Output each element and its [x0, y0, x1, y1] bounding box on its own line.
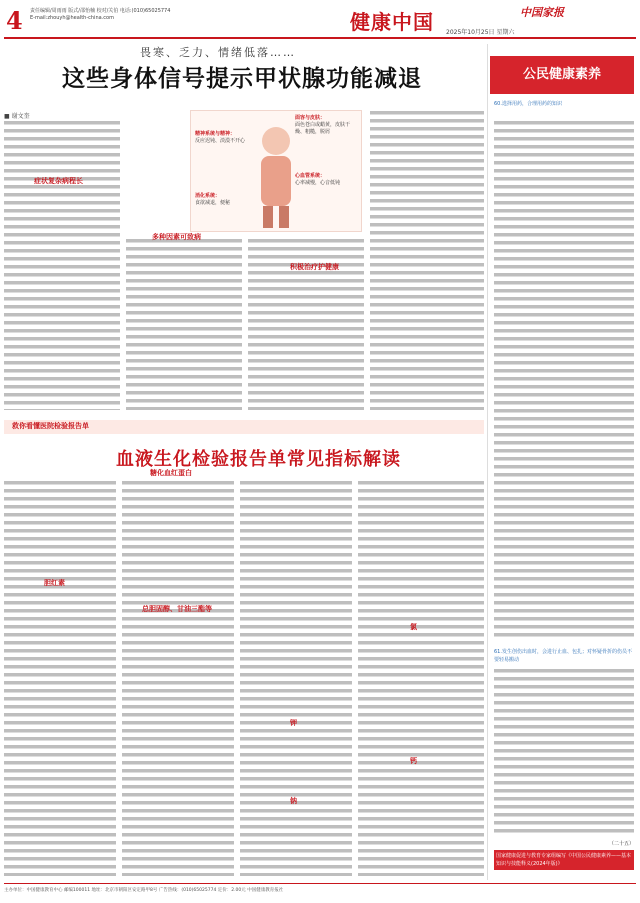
article1-title: 这些身体信号提示甲状腺功能减退	[62, 65, 422, 92]
article1-col4	[370, 110, 484, 410]
article2-col1	[4, 480, 116, 876]
paper-logo: 中国家报	[520, 6, 564, 19]
section-title: 健康中国	[350, 10, 434, 34]
article1-col2	[126, 238, 242, 410]
sidebar-caption: 60.选择用药，合理用药的知识	[494, 101, 562, 107]
sidebar-lower-caption: 61.发生创伤出血时，会进行止血、包扎；对怀疑骨折的伤员不要轻易搬动	[494, 649, 632, 663]
symptom-illustration	[190, 110, 362, 232]
article2-head-bilirubin: 胆红素	[44, 579, 65, 587]
sidebar-footer: 国家健康促进与教育专家组编写《中国公民健康素养——基本知识与技能释义(2024年版)》	[494, 850, 634, 870]
sidebar-text-2	[494, 668, 634, 836]
article1-kicker: 畏寒、乏力、情绪低落……	[140, 46, 296, 59]
sidebar-title: 公民健康素养	[490, 56, 634, 94]
sidebar-text-1	[494, 120, 634, 640]
article1-subhead-2: 多种因素可致病	[152, 233, 201, 241]
article2-col4	[358, 480, 484, 876]
article2-head-sodium: 钠	[290, 797, 297, 805]
column-divider	[487, 44, 488, 880]
article2-col2	[122, 480, 234, 876]
article2-head-lipids: 总胆固醇、甘油三酯等	[142, 605, 212, 613]
article1-col1	[4, 120, 120, 410]
page-footer: 主办单位：中国健康教育中心 邮编100011 地址：北京市朝阳区安定路甲8号 广告热线：(010)65025774 定价：2.00元 中国健康教育报社	[4, 883, 636, 893]
date: 2025年10月25日 星期六	[446, 29, 515, 36]
masthead	[0, 0, 640, 38]
sidebar-signature: （二十五）	[608, 841, 634, 847]
section-band-label: 救你看懂医院检验报告单	[12, 422, 89, 430]
article1-subhead-3: 积极治疗护健康	[290, 263, 339, 271]
label-skin: 面容与皮肤： 面色苍白或蜡黄，皮肤干燥、粗糙，脱屑	[295, 115, 351, 135]
article2-title: 血液生化检验报告单常见指标解读	[116, 449, 401, 470]
article2-col3	[240, 480, 352, 876]
top-rule	[4, 37, 636, 39]
article1-subhead-1: 症状复杂病程长	[34, 177, 83, 185]
label-digest: 消化系统： 食欲减退，便秘	[195, 193, 231, 206]
article1-byline: ■ 谢文奎	[4, 113, 30, 120]
page-number: 4	[6, 6, 23, 35]
label-mental: 精神系统与精神： 反应迟钝、淡漠不开心	[195, 131, 246, 144]
label-heart: 心血管系统： 心率减慢，心音低钝	[295, 173, 341, 186]
article2-head-chloride: 氯	[410, 623, 417, 631]
article2-head-hba1c: 糖化血红蛋白	[150, 469, 192, 477]
article2-head-potassium: 钾	[290, 719, 297, 727]
editor-info: 责任编辑/周雨雨 版式/邵怡楠 校对/关伯 电话:(010)65025774 E-mail:zhouyh@health-china.com	[30, 8, 171, 21]
article2-head-calcium: 钙	[410, 757, 417, 765]
